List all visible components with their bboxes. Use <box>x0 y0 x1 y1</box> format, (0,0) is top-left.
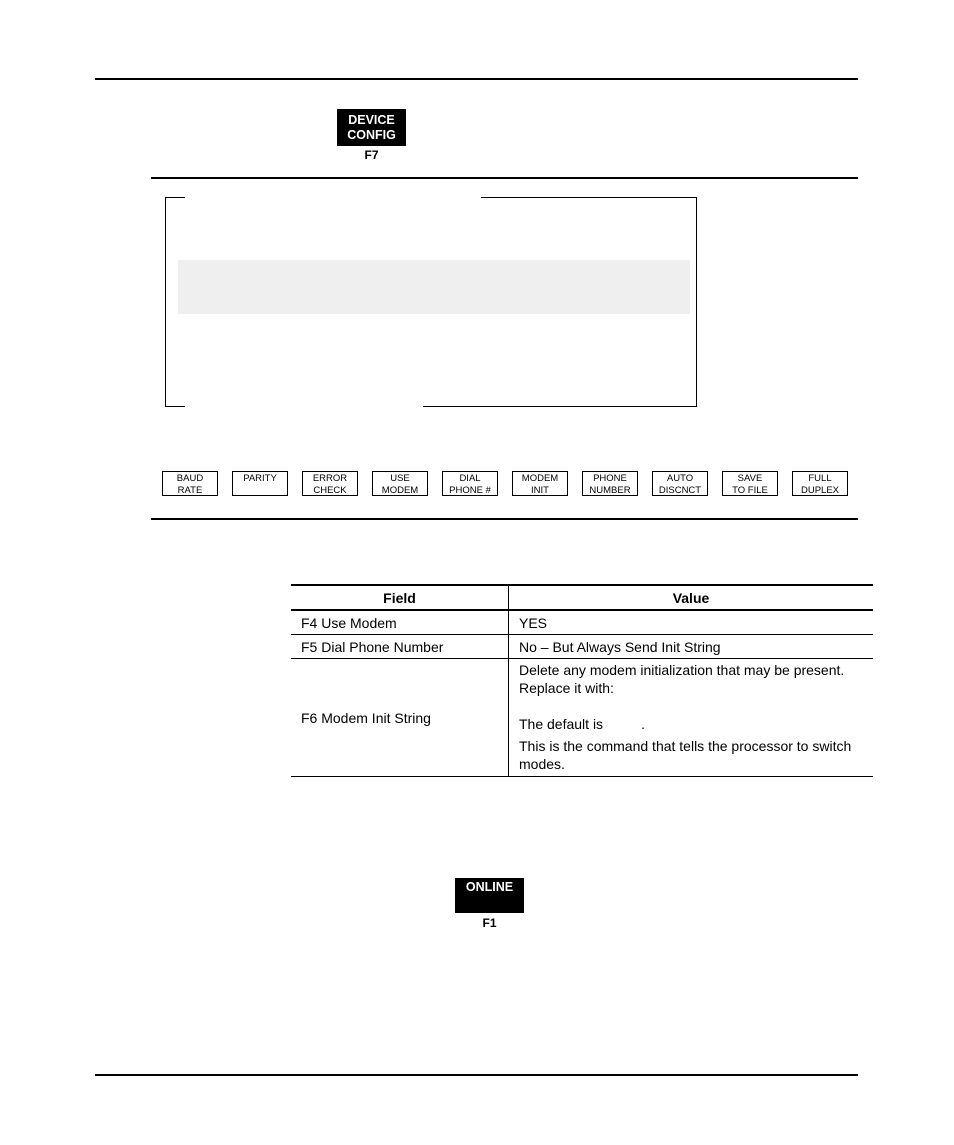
fkey-line1: ERROR <box>312 473 348 484</box>
fkey-line2: DUPLEX <box>800 484 839 496</box>
command-description: This is the command that tells the processor to switch modes. <box>519 738 852 772</box>
screen-edge-top-right <box>481 197 697 198</box>
fkey-line1: BAUD <box>176 473 204 484</box>
device-config-screen <box>165 197 697 407</box>
table-row <box>291 659 873 777</box>
fkey-line1: PARITY <box>243 473 277 484</box>
fkey-line2: RATE <box>177 484 203 496</box>
fkey-line2: MODEM <box>381 484 419 496</box>
fkey-line2: INIT <box>531 484 549 496</box>
fkey-modem-init[interactable] <box>512 471 568 496</box>
screen-highlight-band <box>178 260 690 314</box>
page-top-rule <box>95 78 858 80</box>
fkey-line1: USE <box>390 473 410 484</box>
fkey-dial-phone[interactable] <box>442 471 498 496</box>
fkey-line1: AUTO <box>666 473 694 484</box>
fkey-use-modem[interactable] <box>372 471 428 496</box>
fkey-error-check[interactable] <box>302 471 358 496</box>
fkey-line2: NUMBER <box>589 484 631 496</box>
fkey-line2: PHONE # <box>449 484 491 496</box>
device-config-key-label: F7 <box>364 148 379 162</box>
device-config-key[interactable] <box>337 109 406 146</box>
fkey-parity[interactable] <box>232 471 288 496</box>
device-config-key-line2: CONFIG <box>347 127 396 142</box>
device-config-key-line1: DEVICE <box>348 112 395 127</box>
online-key[interactable] <box>455 878 524 913</box>
fkey-baud-rate[interactable] <box>162 471 218 496</box>
fkey-line1: FULL <box>808 473 832 484</box>
online-key-text: ONLINE <box>465 880 514 894</box>
section-rule-top <box>151 177 858 179</box>
table-row <box>291 610 873 635</box>
value-cell: No – But Always Send Init String <box>509 635 874 659</box>
fkey-line1: SAVE <box>737 473 763 484</box>
fkey-auto-discnct[interactable] <box>652 471 708 496</box>
online-key-label: F1 <box>482 916 497 930</box>
value-column-header: Value <box>509 585 874 610</box>
screen-edge-left <box>165 197 166 407</box>
screen-edge-right <box>696 197 697 407</box>
default-value-line <box>519 715 863 733</box>
table-row <box>291 635 873 659</box>
default-value-period: . <box>641 716 645 732</box>
fkey-line1: MODEM <box>521 473 559 484</box>
value-cell: YES <box>509 610 874 635</box>
field-column-header: Field <box>291 585 509 610</box>
screen-edge-bottom-right <box>423 406 697 407</box>
init-string-blank <box>519 697 863 715</box>
modem-init-instruction: Delete any modem initialization that may be present. Replace it with: <box>519 662 845 696</box>
table-header-row <box>291 585 873 610</box>
field-cell: F4 Use Modem <box>291 610 509 635</box>
value-cell <box>509 659 874 777</box>
fkey-line2: CHECK <box>313 484 347 496</box>
screen-edge-bottom-left <box>165 406 185 407</box>
section-rule-bottom <box>151 518 858 520</box>
settings-table <box>291 584 873 777</box>
default-value-label: The default is <box>519 716 604 732</box>
fkey-line1: DIAL <box>459 473 481 484</box>
screen-edge-top <box>165 197 185 198</box>
field-cell: F6 Modem Init String <box>291 659 509 777</box>
fkey-save-to-file[interactable] <box>722 471 778 496</box>
field-cell: F5 Dial Phone Number <box>291 635 509 659</box>
fkey-line2: TO FILE <box>732 484 768 496</box>
page-bottom-rule <box>95 1074 858 1076</box>
fkey-line2: DISCNCT <box>658 484 702 496</box>
fkey-full-duplex[interactable] <box>792 471 848 496</box>
fkey-line1: PHONE <box>593 473 627 484</box>
fkey-phone-number[interactable] <box>582 471 638 496</box>
